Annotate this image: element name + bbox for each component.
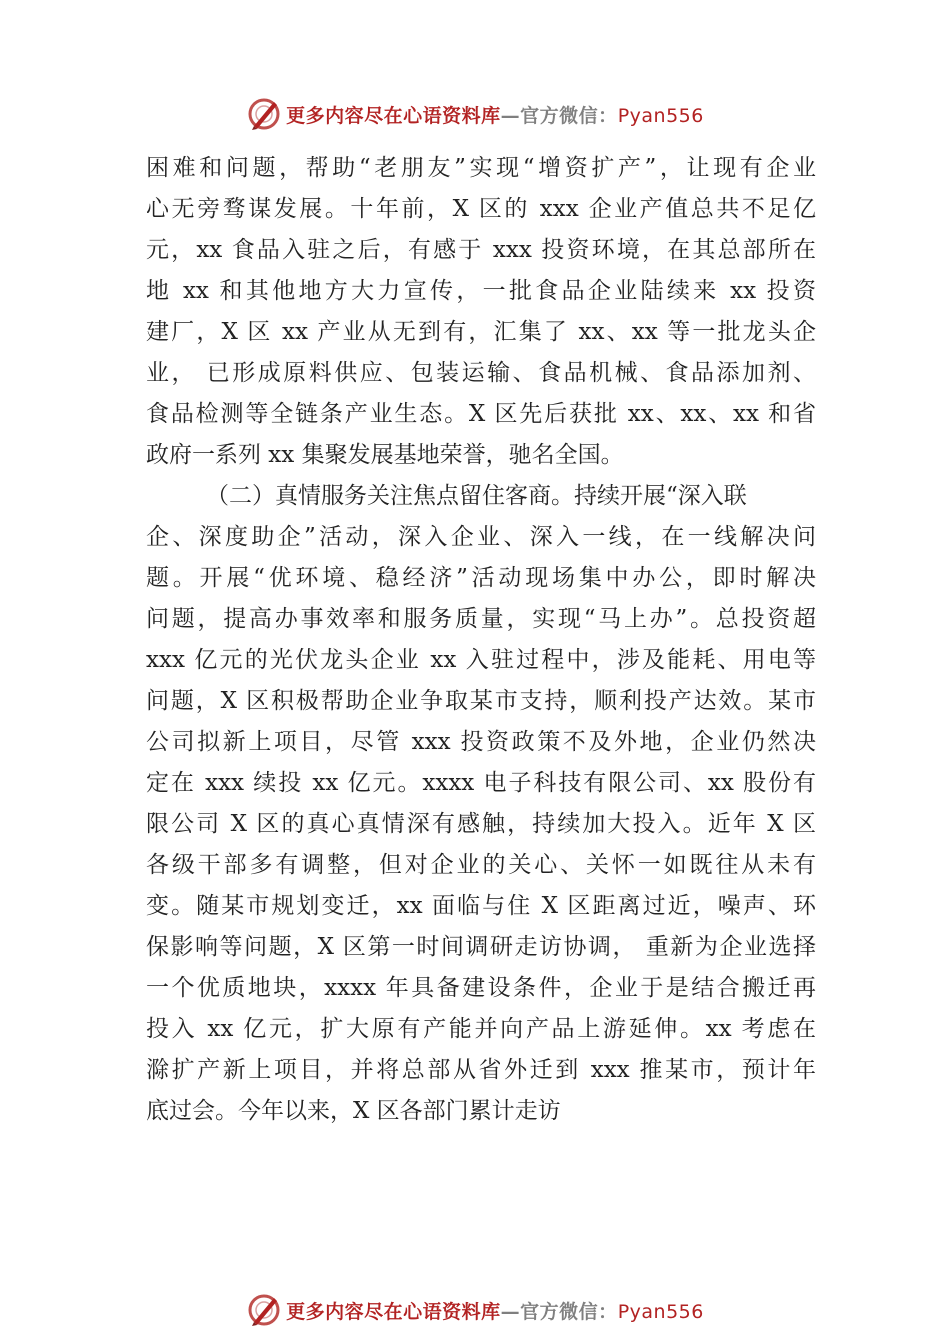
body-line: 困难和问题，帮助“老朋友”实现“增资扩产”，让现有企业: [146, 155, 816, 181]
header-banner: [0, 94, 950, 134]
body-line: 公司拟新上项目，尽管 xxx 投资政策不及外地，企业仍然决: [146, 729, 816, 755]
body-line: 题。开展“优环境、稳经济”活动现场集中办公，即时解决: [146, 565, 816, 591]
body-line: 底过会。今年以来，X 区各部门累计走访: [146, 1098, 561, 1124]
header-banner-text: [286, 101, 704, 128]
pen-circle-logo-icon: [246, 96, 282, 132]
body-line: 地 xx 和其他地方大力宣传，一批食品企业陆续来 xx 投资: [146, 278, 816, 304]
body-line: 投入 xx 亿元，扩大原有产能并向产品上游延伸。xx 考虑在: [146, 1016, 816, 1042]
body-line: 保影响等问题，X 区第一时间调研走访协调， 重新为企业选择: [146, 934, 816, 960]
header-label: 官方微信：: [520, 104, 618, 127]
footer-separator: —: [500, 1300, 521, 1323]
section-heading-line: （二）真情服务关注焦点留住客商。持续开展“深入联: [206, 483, 747, 509]
body-line: 食品检测等全链条产业生态。X 区先后获批 xx、xx、xx 和省: [146, 401, 816, 427]
footer-banner-inner: [246, 1292, 704, 1328]
body-line: xxx 亿元的光伏龙头企业 xx 入驻过程中，涉及能耗、用电等: [146, 647, 816, 673]
document-body: [146, 148, 816, 1132]
body-line: 心无旁骛谋发展。十年前，X 区的 xxx 企业产值总共不足亿: [146, 196, 816, 222]
body-line: 定在 xxx 续投 xx 亿元。xxxx 电子科技有限公司、xx 股份有: [146, 770, 816, 796]
body-line: 问题，提高办事效率和服务质量，实现“马上办”。总投资超: [146, 606, 816, 632]
footer-banner: [0, 1290, 950, 1330]
footer-banner-text: [286, 1297, 704, 1324]
footer-brand: 更多内容尽在心语资料库: [286, 1300, 501, 1323]
body-line: 一个优质地块，xxxx 年具备建设条件，企业于是结合搬迁再: [146, 975, 816, 1001]
body-line: 滁扩产新上项目，并将总部从省外迁到 xxx 推某市，预计年: [146, 1057, 816, 1083]
body-line: 企、深度助企”活动，深入企业、深入一线，在一线解决问: [146, 524, 816, 550]
body-line: 变。随某市规划变迁，xx 面临与住 X 区距离过近，噪声、环: [146, 893, 816, 919]
body-line: 政府一系列 xx 集聚发展基地荣誉，驰名全国。: [146, 442, 624, 468]
footer-wechat-id: Pyan556: [617, 1300, 704, 1323]
footer-label: 官方微信：: [520, 1300, 618, 1323]
header-brand: 更多内容尽在心语资料库: [286, 104, 501, 127]
body-line: 元，xx 食品入驻之后，有感于 xxx 投资环境，在其总部所在: [146, 237, 816, 263]
body-line: 限公司 X 区的真心真情深有感触，持续加大投入。近年 X 区: [146, 811, 816, 837]
header-separator: —: [500, 104, 521, 127]
header-banner-inner: [246, 96, 704, 132]
body-line: 建厂，X 区 xx 产业从无到有，汇集了 xx、xx 等一批龙头企: [146, 319, 816, 345]
body-line: 各级干部多有调整，但对企业的关心、关怀一如既往从未有: [146, 852, 816, 878]
body-line: 业， 已形成原料供应、包装运输、食品机械、食品添加剂、: [146, 360, 816, 386]
pen-circle-logo-icon: [246, 1292, 282, 1328]
header-wechat-id: Pyan556: [617, 104, 704, 127]
body-line: 问题，X 区积极帮助企业争取某市支持，顺利投产达效。某市: [146, 688, 816, 714]
